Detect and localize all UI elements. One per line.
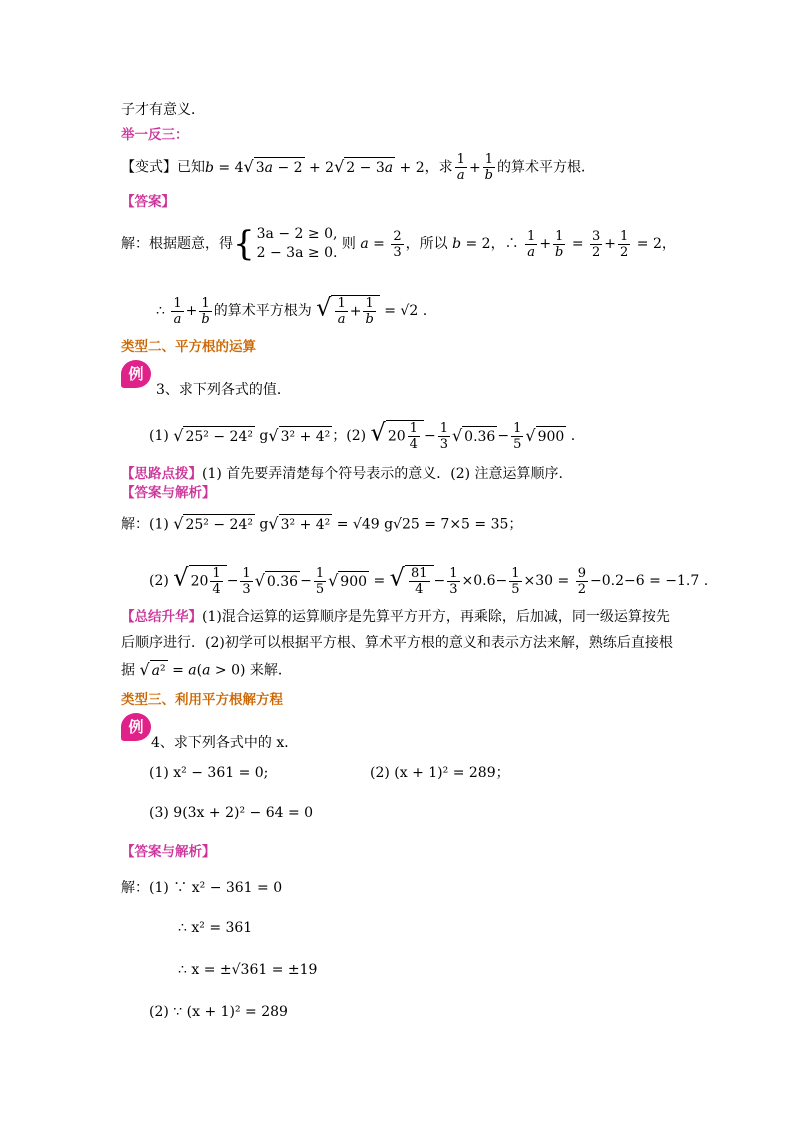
ex4-title: 4、求下列各式中的 x． — [151, 735, 299, 751]
sol1-cond1: 3a − 2 ≥ 0, — [256, 226, 338, 242]
sol1-cond2: 2 − 3a ≥ 0. — [256, 245, 338, 261]
answer-tag-2: 【答案与解析】 — [121, 485, 216, 501]
type3-heading: 类型三、利用平方根解方程 — [121, 692, 283, 708]
ex3-title: 3、求下列各式的值． — [156, 382, 291, 398]
bianshi-target: $\frac{1}{a}$ + $\frac{1}{b}$ — [456, 152, 493, 183]
text-line-top: 子才有意义． — [121, 102, 205, 118]
silu-line — [121, 464, 563, 484]
sol4-line1: 解：(1) ∵ x² − 361 = 0 — [121, 880, 283, 896]
sol4-line2: ∴ x² = 361 — [178, 920, 253, 936]
summary-line3: 据 √ a² = a(a > 0) 来解． — [121, 660, 292, 679]
bianshi-mid: ，求 — [424, 159, 453, 176]
bianshi-formula: b = 4√ 3a − 2 + 2√ 2 − 3a + 2 — [205, 157, 425, 176]
sol3-line1: 解：(1) √ 25² − 24² g√ 3² + 4² = √49 g√25 = 7×5 = 35； — [121, 514, 523, 533]
example-badge-icon-2: 例 — [121, 713, 151, 741]
sol4-line3: ∴ x = ±√361 = ±19 — [178, 962, 318, 978]
sol1-line1 — [121, 225, 676, 263]
summary-text1: (1)混合运算的运算顺序是先算平方开方，再乘除，后加减，同一级运算按先 — [202, 609, 670, 625]
sol1-system — [257, 225, 338, 263]
ex4-item3: (3) 9(3x + 2)² − 64 = 0 — [149, 805, 314, 821]
sol3-line2: (2) √ 20 $\frac{1}{4}$ − $\frac{1}{3}$ √ 0.36 − $\frac{1}{5}$ √ 900 = √ $\frac{81}{4}$ − $\frac{1}{3}$ ×0.6− $\frac{1}{5}$ ×30 = $\frac{9}{2}$ −0.2−6 = −1.7 . — [149, 563, 709, 597]
answer-tag-1: 【答案】 — [121, 194, 175, 210]
type2-heading: 类型二、平方根的运算 — [121, 339, 256, 355]
ex4-item1: (1) x² − 361 = 0; — [149, 765, 269, 781]
ex3-items: (1) √ 25² − 24² g√ 3² + 4² ；(2) √ 20 $\frac{1}{4}$ − $\frac{1}{3}$ √ 0.36 − $\frac{1}{5}$ √ 900 . — [149, 418, 576, 452]
brace-icon: { — [233, 224, 255, 264]
silu-tag: 【思路点拨】 — [121, 466, 202, 482]
summary-tag: 【总结升华】 — [121, 609, 202, 625]
example-badge-icon: 例 — [121, 360, 151, 388]
bianshi-tag: 【变式】 — [121, 159, 177, 176]
sol1-pre: 解：根据题意，得 — [121, 236, 233, 252]
ex4-item2: (2) (x + 1)² = 289； — [370, 765, 510, 781]
bianshi-pre: 已知 — [177, 159, 205, 176]
bianshi-post: 的算术平方根． — [497, 159, 595, 176]
summary-line2: 后顺序进行．(2)初学可以根据平方根、算术平方根的意义和表示方法来解，熟练后直接根 — [121, 635, 673, 651]
summary-line1 — [121, 607, 670, 627]
sol1-mid: 则 a = $\frac{2}{3}$ ，所以 b = 2，∴ $\frac{1}{a}$ + $\frac{1}{b}$ = $\frac{3}{2}$ + $\frac{1}{2}$ = 2， — [341, 228, 676, 260]
sol4-line4: (2) ∵ (x + 1)² = 289 — [149, 1004, 288, 1020]
sol1-line2: ∴ $\frac{1}{a}$ + $\frac{1}{b}$ 的算术平方根为 √ $\frac{1}{a}$ + $\frac{1}{b}$ = √2 . — [156, 293, 428, 327]
bianshi-line — [121, 152, 595, 183]
answer-tag-3: 【答案与解析】 — [121, 844, 216, 860]
silu-text: (1) 首先要弄清楚每个符号表示的意义．(2) 注意运算顺序. — [202, 466, 564, 482]
heading-jufan: 举一反三： — [121, 127, 189, 143]
